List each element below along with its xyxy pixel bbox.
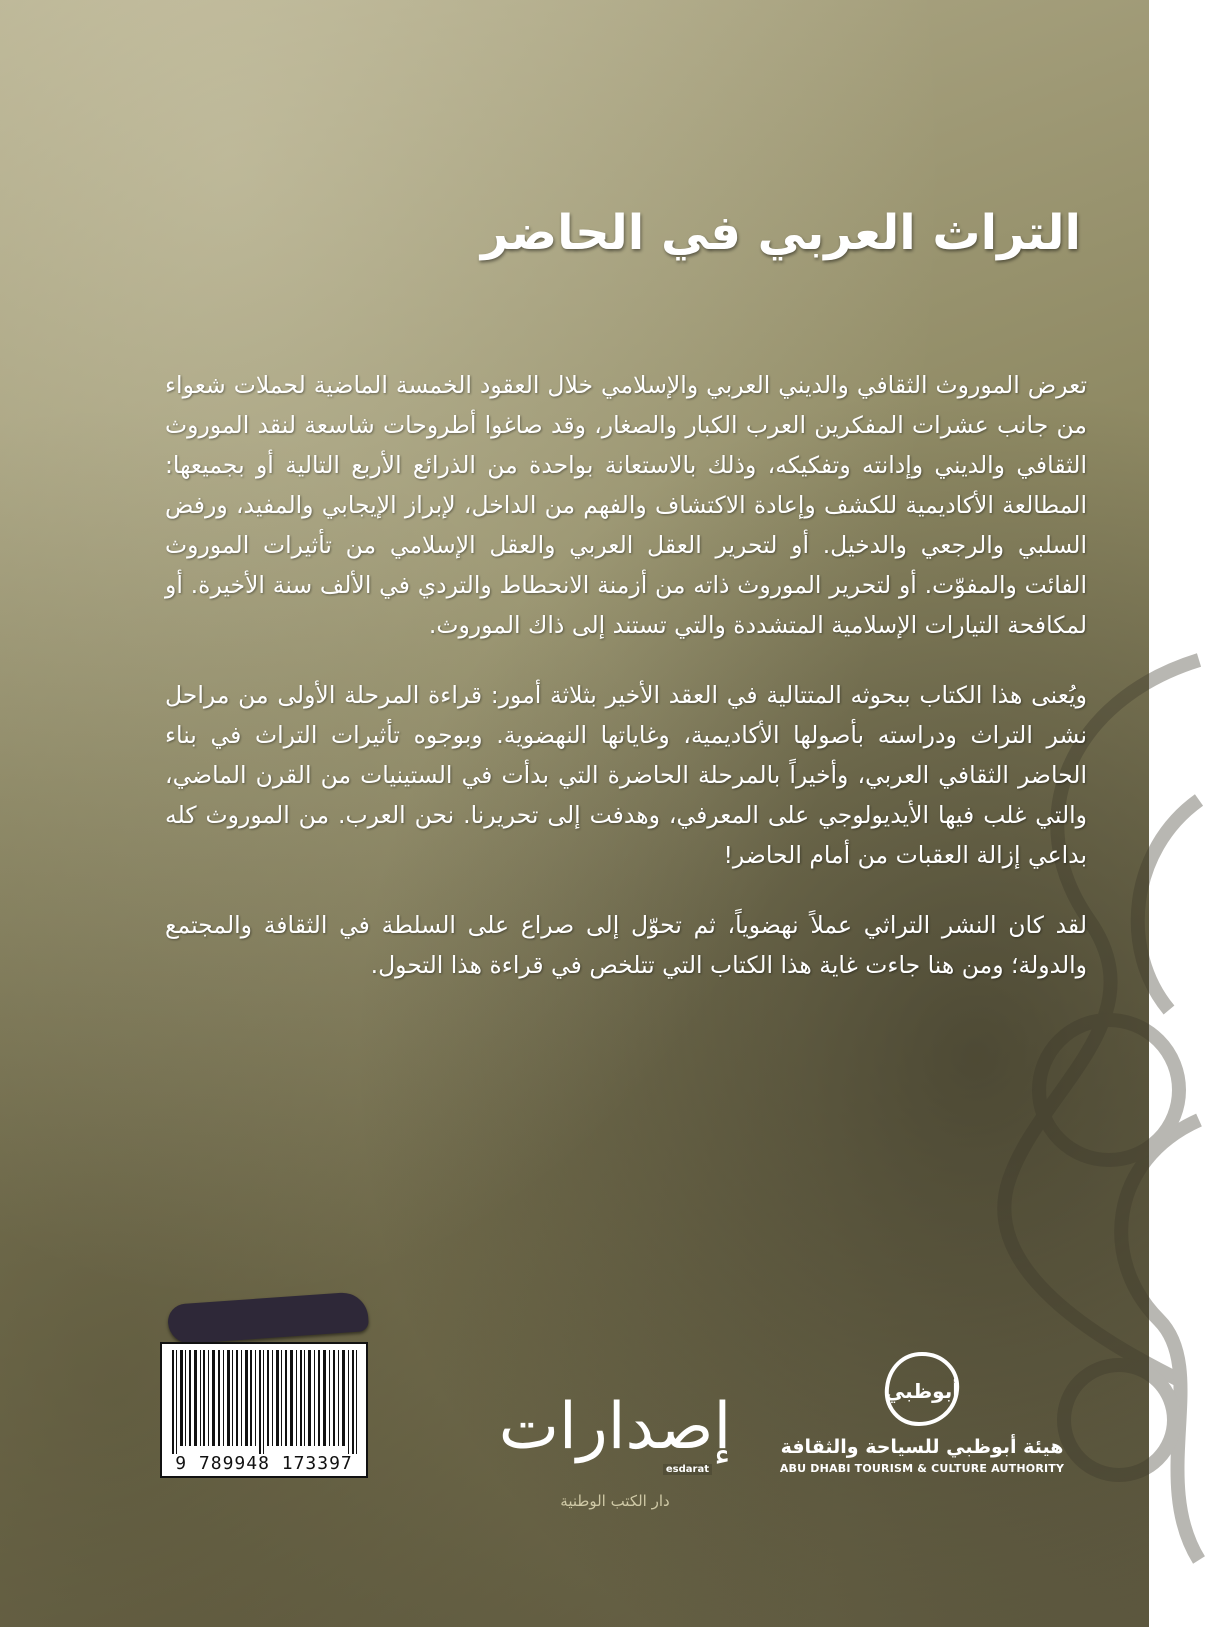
svg-text:أبوظبي: أبوظبي bbox=[884, 1379, 960, 1403]
authority-logo bbox=[772, 1350, 1072, 1475]
blurb-paragraph-1: تعرض الموروث الثقافي والديني العربي والإسلامي خلال العقود الخمسة الماضية لحملات شعواء من جانب عشرات المفكرين العرب الكبار والصغار، وقد صاغوا أطروحات شاسعة لنقد الموروث الثقافي والديني وإدانته وتفكيكه، وذلك بالاستعانة بواحدة من الذرائع الأربع التالية أو بجميعها: المطالعة الأكاديمية للكشف وإعادة الاكتشاف والفهم من الداخل، لإبراز الإيجابي والمفيد، ورفض السلبي والرجعي والدخيل. أو لتحرير العقل العربي والعقل الإسلامي من تأثيرات الموروث الفائت والمفوّت. أو لتحرير الموروث ذاته من أزمنة الانحطاط والتردي في الألف سنة الأخيرة. أو لمكافحة التيارات الإسلامية المتشددة والتي تستند إلى ذاك الموروث. bbox=[165, 371, 1087, 639]
authority-name-english: ABU DHABI TOURISM & CULTURE AUTHORITY bbox=[779, 1462, 1065, 1475]
isbn-barcode bbox=[160, 1342, 368, 1478]
isbn-number: 9 789948 173397 bbox=[175, 1453, 353, 1474]
svg-text:إصدارات: إصدارات bbox=[498, 1390, 732, 1464]
ink-smudge bbox=[167, 1291, 369, 1345]
publisher-logo bbox=[500, 1378, 730, 1510]
blurb-paragraph-2: ويُعنى هذا الكتاب ببحوثه المتتالية في العقد الأخير بثلاثة أمور: قراءة المرحلة الأولى من مراحل نشر التراث ودراسته بأصولها الأكاديمية، وغاياتها النهضوية. وبوجوه تأثيرات التراث في بناء الحاضر الثقافي العربي، وأخيراً بالمرحلة الحاضرة التي بدأت في الستينيات من القرن الماضي، والتي غلب فيها الأيديولوجي على المعرفي، وهدفت إلى تحريرنا. نحن العرب. من الموروث كله بداعي إزالة العقبات من أمام الحاضر! bbox=[165, 681, 1087, 869]
abu-dhabi-seal-icon bbox=[881, 1350, 963, 1428]
book-title: التراث العربي في الحاضر bbox=[480, 205, 1081, 261]
esdarat-logo-icon bbox=[498, 1378, 732, 1474]
publisher-logo-latin: esdarat bbox=[663, 1464, 712, 1475]
blurb bbox=[165, 365, 1087, 1015]
blurb-paragraph-3: لقد كان النشر التراثي عملاً نهضوياً، ثم تحوّل إلى صراع على السلطة في الثقافة والمجتمع والدولة؛ ومن هنا جاءت غاية هذا الكتاب التي تتلخص في قراءة هذا التحول. bbox=[165, 911, 1087, 979]
barcode-bars bbox=[170, 1350, 360, 1454]
publisher-name: دار الكتب الوطنية bbox=[560, 1492, 670, 1510]
authority-name-arabic: هيئة أبوظبي للسياحة والثقافة bbox=[780, 1436, 1064, 1458]
